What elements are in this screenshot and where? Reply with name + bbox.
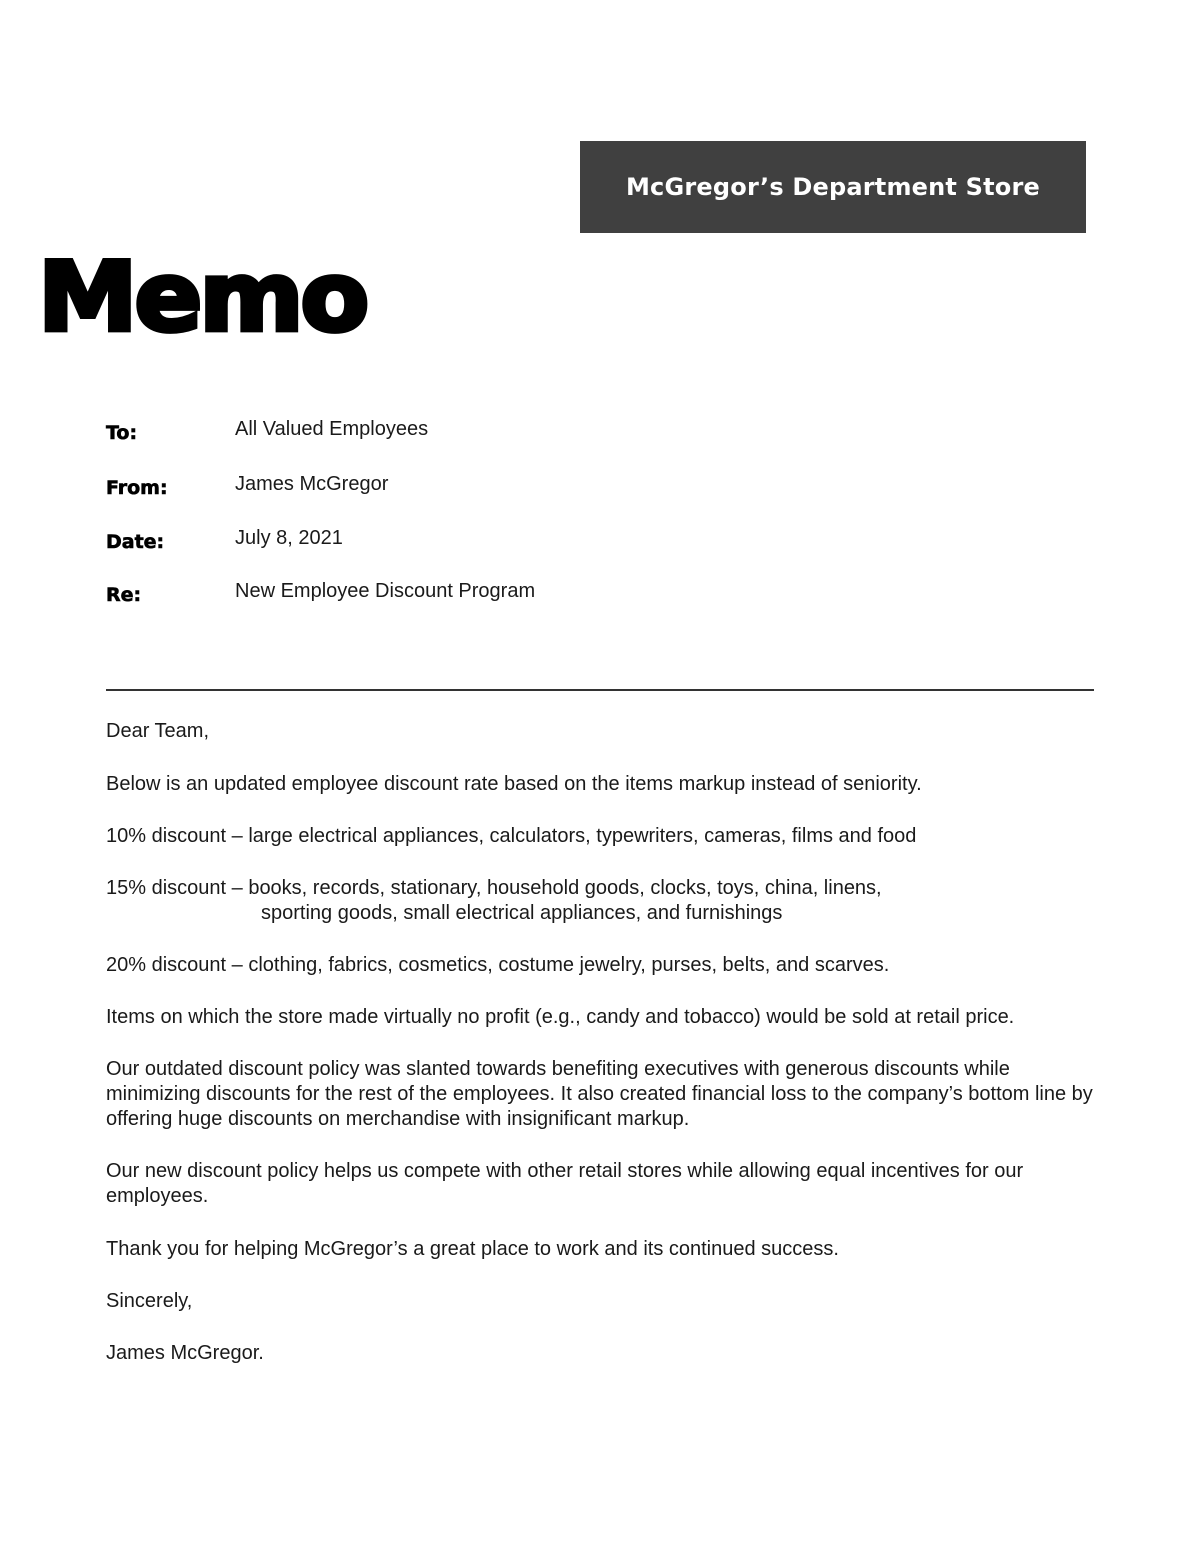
header-from-row bbox=[106, 473, 1006, 501]
greeting: Dear Team, bbox=[106, 720, 210, 742]
discount-10-line: 10% discount – large electrical appliances, calculators, typewriters, cameras, films and food bbox=[106, 825, 917, 847]
discount-20-line: 20% discount – clothing, fabrics, cosmetics, costume jewelry, purses, belts, and scarves. bbox=[106, 954, 890, 976]
company-name-banner bbox=[580, 141, 1086, 233]
closing: Sincerely, bbox=[106, 1290, 193, 1312]
to-value: All Valued Employees bbox=[235, 418, 429, 440]
company-name: McGregor’s Department Store bbox=[625, 173, 1041, 201]
intro-paragraph: Below is an updated employee discount rate based on the items markup instead of seniority. bbox=[106, 773, 922, 795]
re-label: Re: bbox=[106, 584, 142, 606]
header-re-row bbox=[106, 580, 1006, 608]
to-label: To: bbox=[106, 422, 138, 444]
signature: James McGregor. bbox=[106, 1342, 264, 1364]
header-date-row bbox=[106, 527, 1006, 555]
no-profit-paragraph: Items on which the store made virtually no profit (e.g., candy and tobacco) would be sold at retail price. bbox=[106, 1006, 1015, 1028]
date-label: Date: bbox=[106, 531, 165, 553]
from-value: James McGregor bbox=[235, 473, 389, 495]
outdated-policy-paragraph: Our outdated discount policy was slanted towards benefiting executives with generous discounts while minimizing discounts for the rest of the employees. It also created financial loss to the company’s bottom line by offering huge discounts on merchandise with insignificant markup. bbox=[106, 1058, 1093, 1130]
header-to-row bbox=[106, 418, 1006, 446]
header-divider bbox=[106, 689, 1094, 691]
discount-15-continuation: sporting goods, small electrical appliances, and furnishings bbox=[261, 902, 783, 924]
re-value: New Employee Discount Program bbox=[235, 580, 536, 602]
new-policy-paragraph: Our new discount policy helps us compete with other retail stores while allowing equal incentives for our employees. bbox=[106, 1160, 1024, 1207]
from-label: From: bbox=[106, 477, 168, 499]
thanks-paragraph: Thank you for helping McGregor’s a great place to work and its continued success. bbox=[106, 1238, 839, 1260]
date-value: July 8, 2021 bbox=[235, 527, 343, 549]
memo-title: Memo bbox=[38, 241, 367, 353]
discount-15-line: 15% discount – books, records, stationary, household goods, clocks, toys, china, linens, bbox=[106, 877, 882, 899]
